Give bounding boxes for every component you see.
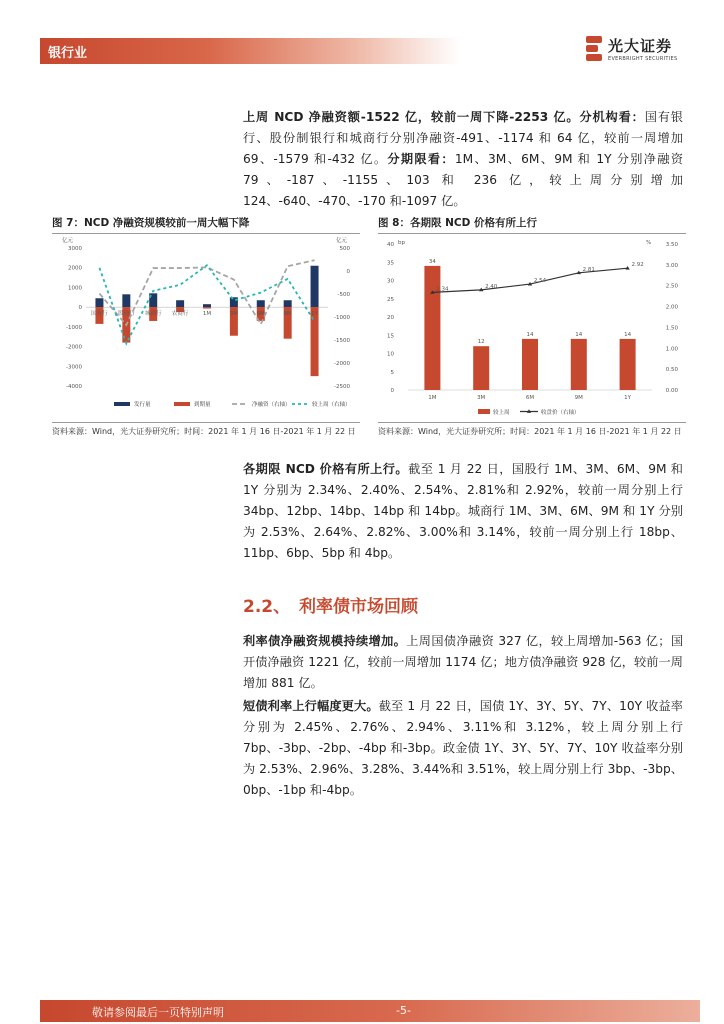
paragraph-rate-bond-financing <box>243 631 683 694</box>
x-tick-label: 城商行 <box>144 311 162 318</box>
bar-issuance <box>257 300 265 307</box>
paragraph-text: 国有银行、股份制银行和城商行分别净融资-491、-1174 和 64 亿，较前一周增加 69、-1579 和-432 亿。 <box>243 110 683 166</box>
legend-swatch <box>174 402 190 406</box>
fig7-title: 图 7：NCD 净融资规模较前一周大幅下降 <box>52 217 250 229</box>
y-tick-left: 20 <box>387 315 394 321</box>
paragraph-text: 截至 1 月 22 日，国股行 1M、3M、6M、9M 和 1Y 分别为 2.34%、2.40%、2.54%、2.81%和 2.92%，较前一周分别上行 34bp、12bp、14bp、14bp 和 14bp。城商行 1M、3M、6M、9M 和 1Y 分别为 2.53%、2.64%、2.82%、3.00%和 3.14%，较前一周分别上行 18bp、11bp、6bp、5bp 和 4bp。 <box>243 462 683 560</box>
x-tick-label: 股份行 <box>118 311 135 318</box>
x-tick-label: 1M <box>202 311 212 318</box>
y-tick-right: -500 <box>337 292 350 298</box>
paragraph-text: 1M、3M、6M、9M 和 1Y 分别净融资 79、-187、-1155、103 和 236 亿，较上周分别增加 124、-640、-470、-170 和-1097 亿。 <box>243 152 684 208</box>
y-tick-left: 10 <box>387 351 394 358</box>
fig8-source: 资料来源：Wind，光大证券研究所；时间：2021 年 1 月 16 日-2021 年 1 月 22 日 <box>378 427 682 436</box>
y-tick-right: 0 <box>346 269 350 275</box>
industry-label: 银行业 <box>48 46 88 61</box>
bar-issuance <box>176 300 184 307</box>
paragraph-text: 上周国债净融资 327 亿，较上周增加-563 亿；国开债净融资 1221 亿，较前一周增加 1174 亿；地方债净融资 928 亿，较前一周增加 881 亿。 <box>243 634 684 690</box>
legend-label: 发行量 <box>134 402 151 408</box>
y-tick-left: 35 <box>387 260 394 267</box>
paragraph-text: 截至 1 月 22 日，国债 1Y、3Y、5Y、7Y、10Y 收益率分别为 2.45%、2.76%、2.94%、3.11%和 3.12%，较上周分别上行 7bp、-3bp、-2bp、-4bp 和-3bp。政金债 1Y、3Y、5Y、7Y、10Y 收益率分别为 2.53%、2.96%、3.28%、3.44%和 3.51%，较上周分别上行 3bp、-3bp、0bp、-1bp 和-4bp。 <box>243 699 683 797</box>
paragraph-lead: 上周 NCD 净融资额-1522 亿，较前一周下降-2253 亿。分机构看： <box>243 110 645 124</box>
y-tick-left: -4000 <box>66 384 82 390</box>
legend-swatch <box>114 402 130 406</box>
fig7-source: 资料来源：Wind，光大证券研究所；时间：2021 年 1 月 16 日-2021 年 1 月 22 日 <box>52 427 356 436</box>
y-tick-left: 2000 <box>68 265 82 272</box>
y-axis-left-unit: 亿元 <box>62 238 74 244</box>
y-tick-right: 500 <box>339 246 350 252</box>
bar-data-label: 14 <box>624 331 632 338</box>
fig7-chart <box>52 234 360 422</box>
bar-issuance <box>122 294 130 307</box>
fig8-frame <box>378 233 686 423</box>
y-axis-right-unit: 亿元 <box>336 238 348 244</box>
x-tick-label: 6M <box>256 311 265 318</box>
bar-week-change <box>473 346 489 390</box>
bar-issuance <box>284 300 292 307</box>
x-tick-label: 9M <box>283 311 292 318</box>
y-tick-left: 40 <box>387 242 394 248</box>
y-tick-right: 2.50 <box>665 283 678 290</box>
y-tick-left: -1000 <box>66 324 82 331</box>
x-tick-label: 国有行 <box>91 311 108 318</box>
logo-icon <box>586 36 602 62</box>
bar-week-change <box>522 339 538 390</box>
paragraph-lead: 各期限 NCD 价格有所上行。 <box>243 462 409 476</box>
fig8-title: 图 8：各期限 NCD 价格有所上行 <box>378 217 537 229</box>
y-tick-left: 3000 <box>68 246 82 252</box>
line-data-label: 2.34 <box>436 286 449 293</box>
x-tick-label: 1M <box>428 395 437 401</box>
legend-label: 较上周（右轴） <box>312 402 351 408</box>
y-axis-right-unit: % <box>646 240 652 246</box>
y-axis-left-unit: bp <box>398 240 405 246</box>
y-tick-left: 5 <box>390 369 394 376</box>
y-tick-right: -2000 <box>334 361 350 367</box>
line-data-label: 2.81 <box>582 266 595 273</box>
bar-data-label: 14 <box>526 331 534 338</box>
legend-label: 收盘价（右轴） <box>541 410 580 416</box>
y-tick-left: 30 <box>387 278 394 285</box>
line-data-label: 2.54 <box>533 278 547 285</box>
bar-week-change <box>571 339 587 390</box>
y-tick-right: -2500 <box>334 384 350 390</box>
x-tick-label: 1Y <box>311 311 318 318</box>
fig7-frame <box>52 233 360 423</box>
y-tick-right: 1.50 <box>665 325 678 332</box>
legend-label: 到期量 <box>194 402 211 408</box>
footer-bar <box>40 1000 700 1022</box>
y-tick-left: -3000 <box>66 364 82 371</box>
x-tick-label: 3M <box>229 311 239 318</box>
y-tick-right: -1500 <box>334 338 350 344</box>
y-tick-right: -1000 <box>334 315 350 321</box>
company-logo <box>586 34 696 68</box>
section-number: 2.2、 <box>243 597 291 617</box>
paragraph-short-rates <box>243 696 683 801</box>
paragraph-ncd-prices <box>243 459 683 564</box>
y-tick-right: 2.00 <box>665 304 678 311</box>
bar-issuance <box>203 304 211 307</box>
line-data-label: 2.40 <box>485 283 498 290</box>
paragraph-ncd-net-financing <box>243 107 683 212</box>
x-tick-label: 3M <box>477 395 486 401</box>
line-closing-rate <box>432 268 627 292</box>
y-tick-left: 0 <box>78 305 82 312</box>
x-tick-label: 9M <box>574 395 583 401</box>
page-number: -5- <box>396 1004 411 1017</box>
y-tick-left: 1000 <box>68 285 82 292</box>
section-heading <box>243 592 418 617</box>
bar-issuance <box>311 266 319 307</box>
x-tick-label: 1Y <box>624 395 632 401</box>
line-data-label: 2.92 <box>631 262 644 269</box>
x-tick-label: 农商行 <box>171 311 189 318</box>
y-tick-right: 3.50 <box>665 242 678 248</box>
y-tick-left: -2000 <box>66 344 82 351</box>
paragraph-lead: 分期限看： <box>387 152 455 166</box>
y-tick-left: 25 <box>387 296 394 303</box>
bar-maturity <box>203 307 211 308</box>
logo-name-en: EVERBRIGHT SECURITIES <box>608 56 678 62</box>
y-tick-right: 3.00 <box>665 262 678 269</box>
bar-data-label: 34 <box>428 258 436 265</box>
bar-week-change <box>620 339 636 390</box>
y-tick-right: 1.00 <box>665 346 678 353</box>
y-tick-right: 0.50 <box>665 367 678 374</box>
bar-data-label: 14 <box>575 331 583 338</box>
legend-swatch <box>478 409 490 414</box>
bar-issuance <box>95 298 103 307</box>
header-bar <box>40 38 460 64</box>
bar-week-change <box>424 266 440 390</box>
legend-label: 较上周 <box>493 410 510 416</box>
logo-name-cn: 光大证券 <box>608 37 673 55</box>
bar-data-label: 12 <box>477 339 485 346</box>
fig8-chart <box>378 234 686 422</box>
paragraph-lead: 短债利率上行幅度更大。 <box>243 699 379 713</box>
y-tick-right: 0.00 <box>665 388 678 394</box>
legend-label: 净融资（右轴） <box>252 402 291 408</box>
section-title: 利率债市场回顾 <box>299 597 418 617</box>
y-tick-left: 0 <box>390 388 394 394</box>
x-tick-label: 6M <box>525 395 535 401</box>
y-tick-left: 15 <box>387 333 394 340</box>
paragraph-lead: 利率债净融资规模持续增加。 <box>243 634 407 648</box>
footer-disclaimer: 敬请参阅最后一页特别声明 <box>92 1006 224 1019</box>
